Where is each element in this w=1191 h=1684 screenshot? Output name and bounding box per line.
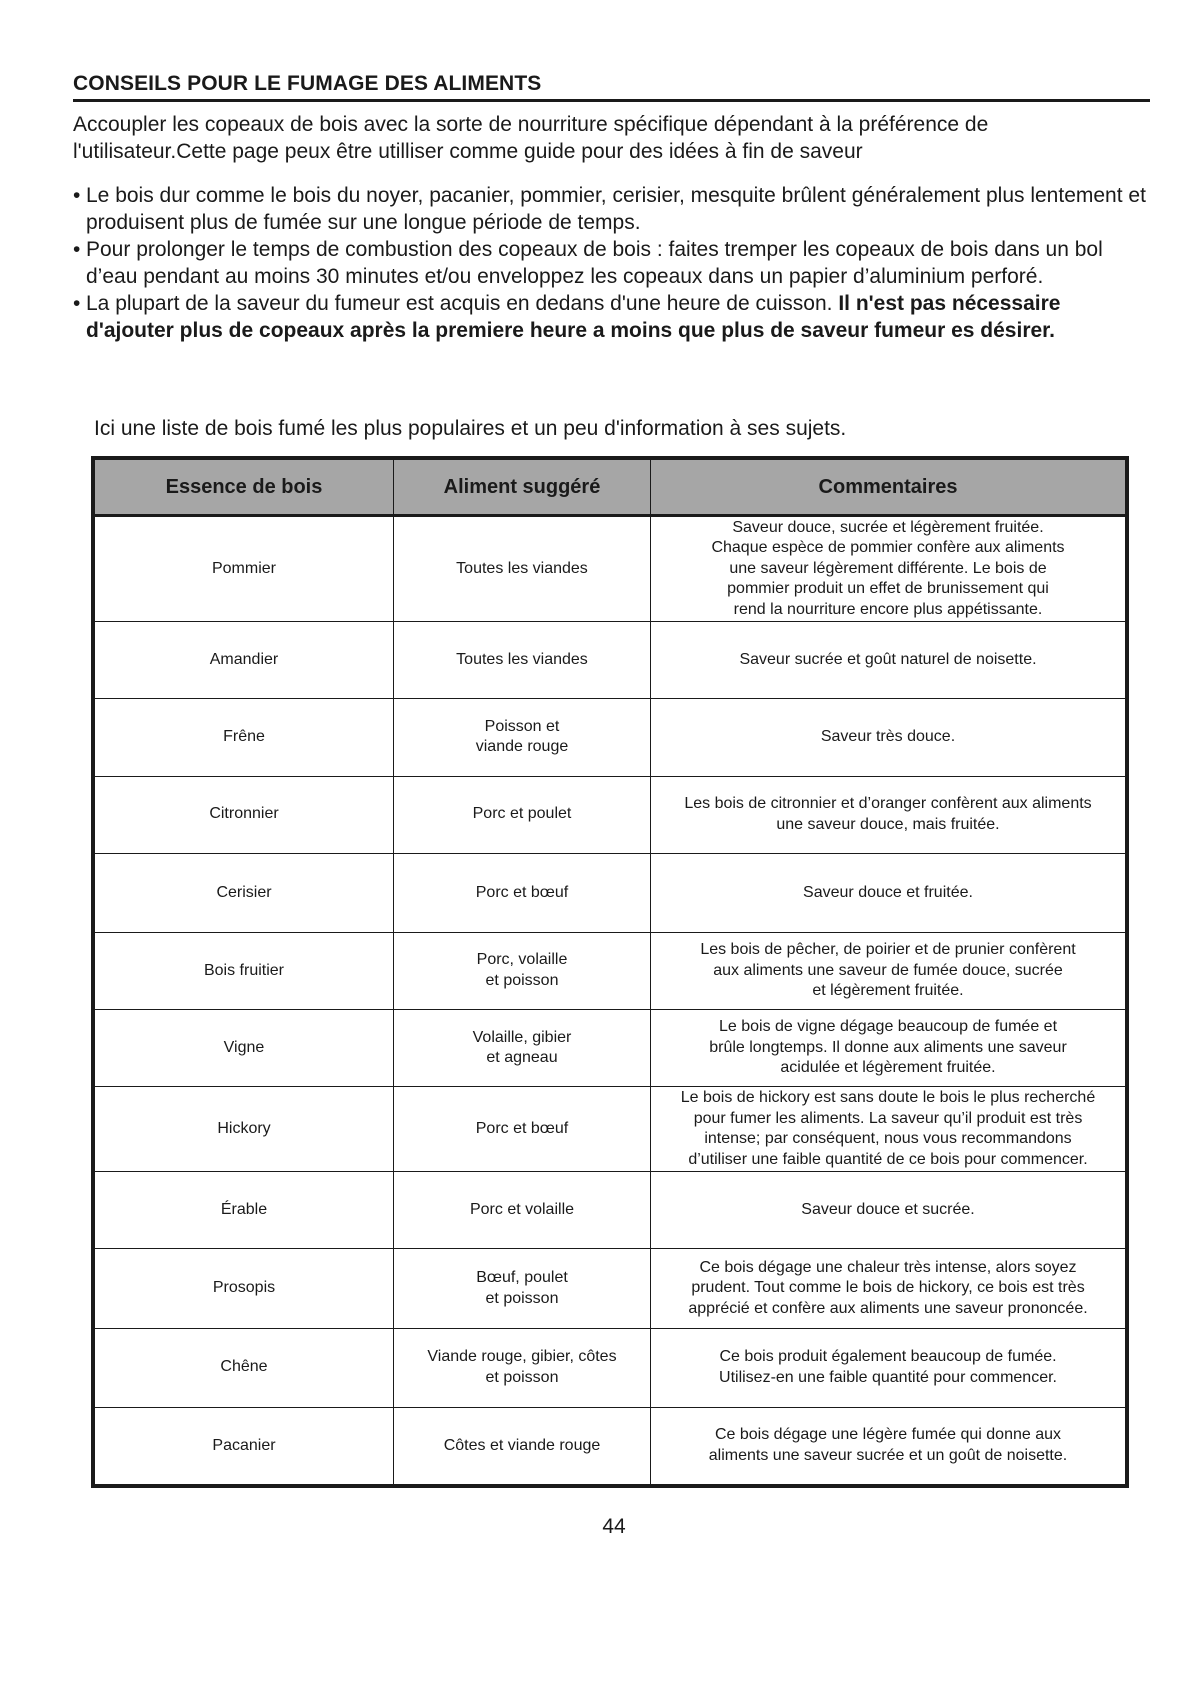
table-row — [95, 516, 1126, 622]
intro-line-2: l'utilisateur.Cette page peux être utilliser comme guide pour des idées à fin de saveur — [73, 140, 863, 163]
cell-food: Côtes et viande rouge — [394, 1407, 651, 1484]
list-intro: Ici une liste de bois fumé les plus populaires et un peu d'information à ses sujets. — [94, 417, 847, 440]
cell-wood: Bois fruitier — [95, 932, 394, 1009]
table-row — [95, 1172, 1126, 1249]
intro-line-1: Accoupler les copeaux de bois avec la sorte de nourriture spécifique dépendant à la préférence de — [73, 113, 989, 136]
tip-item — [73, 290, 1153, 344]
cell-wood: Prosopis — [95, 1249, 394, 1328]
cell-food: Viande rouge, gibier, côtes et poisson — [394, 1328, 651, 1407]
cell-food: Porc et bœuf — [394, 1087, 651, 1172]
header-suggested-food: Aliment suggéré — [394, 460, 651, 516]
bullet-icon: • — [73, 238, 81, 261]
tip-text: La plupart de la saveur du fumeur est acquis en dedans d'une heure de cuisson. — [86, 292, 839, 315]
cell-wood: Vigne — [95, 1010, 394, 1087]
cell-comment: Ce bois dégage une légère fumée qui donne aux aliments une saveur sucrée et un goût de noisette. — [651, 1407, 1126, 1484]
cell-comment: Ce bois dégage une chaleur très intense, alors soyez prudent. Tout comme le bois de hickory, ce bois est très apprécié et confère aux aliments une saveur prononcée. — [651, 1249, 1126, 1328]
table-row — [95, 853, 1126, 932]
cell-comment: Saveur très douce. — [651, 699, 1126, 776]
table-header-row — [95, 460, 1126, 516]
cell-food: Porc, volaille et poisson — [394, 932, 651, 1009]
cell-comment: Saveur douce et sucrée. — [651, 1172, 1126, 1249]
table-row — [95, 1249, 1126, 1328]
tip-item — [73, 182, 1153, 236]
cell-comment: Saveur douce et fruitée. — [651, 853, 1126, 932]
cell-comment: Les bois de citronnier et d’oranger confèrent aux aliments une saveur douce, mais fruitée. — [651, 776, 1126, 853]
table-row — [95, 1010, 1126, 1087]
cell-comment: Saveur douce, sucrée et légèrement fruitée. Chaque espèce de pommier confère aux aliments une saveur légèrement différente. Le bois de pommier produit un effet de brunissement qui rend la nourriture encore plus appétissante. — [651, 516, 1126, 622]
tip-item — [73, 236, 1153, 290]
cell-food: Poisson et viande rouge — [394, 699, 651, 776]
cell-wood: Frêne — [95, 699, 394, 776]
bullet-icon: • — [73, 184, 81, 207]
page-number: 44 — [602, 1515, 626, 1538]
cell-food: Bœuf, poulet et poisson — [394, 1249, 651, 1328]
bullet-icon: • — [73, 292, 81, 315]
table-row — [95, 1407, 1126, 1484]
cell-comment: Ce bois produit également beaucoup de fumée. Utilisez-en une faible quantité pour commencer. — [651, 1328, 1126, 1407]
cell-food: Porc et volaille — [394, 1172, 651, 1249]
cell-wood: Amandier — [95, 622, 394, 699]
cell-food: Toutes les viandes — [394, 516, 651, 622]
cell-wood: Érable — [95, 1172, 394, 1249]
header-wood-type: Essence de bois — [95, 460, 394, 516]
cell-food: Toutes les viandes — [394, 622, 651, 699]
cell-wood: Pacanier — [95, 1407, 394, 1484]
cell-comment: Les bois de pêcher, de poirier et de prunier confèrent aux aliments une saveur de fumée douce, sucrée et légèrement fruitée. — [651, 932, 1126, 1009]
cell-food: Volaille, gibier et agneau — [394, 1010, 651, 1087]
tip-text: Le bois dur comme le bois du noyer, pacanier, pommier, cerisier, mesquite brûlent généralement plus lentement et produisent plus de fumée sur une longue période de temps. — [86, 184, 1146, 234]
tip-text: Pour prolonger le temps de combustion des copeaux de bois : faites tremper les copeaux de bois dans un bol d’eau pendant au moins 30 minutes et/ou enveloppez les copeaux dans un papier d’aluminium perforé. — [86, 238, 1103, 288]
header-comments: Commentaires — [651, 460, 1126, 516]
cell-wood: Pommier — [95, 516, 394, 622]
table-row — [95, 699, 1126, 776]
intro-paragraph — [73, 111, 1143, 165]
table-row — [95, 1328, 1126, 1407]
tip-text-bold: Il n'est pas nécessaire d'ajouter plus de copeaux après la premiere heure a moins que plus de saveur fumeur es désirer. — [86, 292, 1061, 342]
table-row — [95, 932, 1126, 1009]
cell-wood: Cerisier — [95, 853, 394, 932]
cell-comment: Le bois de vigne dégage beaucoup de fumée et brûle longtemps. Il donne aux aliments une saveur acidulée et légèrement fruitée. — [651, 1010, 1126, 1087]
cell-food: Porc et bœuf — [394, 853, 651, 932]
wood-table-grid — [94, 459, 1126, 1485]
cell-comment: Saveur sucrée et goût naturel de noisette. — [651, 622, 1126, 699]
table-row — [95, 1087, 1126, 1172]
table-row — [95, 622, 1126, 699]
page-heading: CONSEILS POUR LE FUMAGE DES ALIMENTS — [73, 72, 1150, 102]
cell-wood: Citronnier — [95, 776, 394, 853]
cell-food: Porc et poulet — [394, 776, 651, 853]
table-row — [95, 776, 1126, 853]
cell-wood: Hickory — [95, 1087, 394, 1172]
cell-comment: Le bois de hickory est sans doute le bois le plus recherché pour fumer les aliments. La saveur qu’il produit est très intense; par conséquent, nous vous recommandons d’utiliser une faible quantité de ce bois pour commencer. — [651, 1087, 1126, 1172]
tips-list — [73, 182, 1153, 344]
cell-wood: Chêne — [95, 1328, 394, 1407]
wood-table — [91, 456, 1129, 1488]
